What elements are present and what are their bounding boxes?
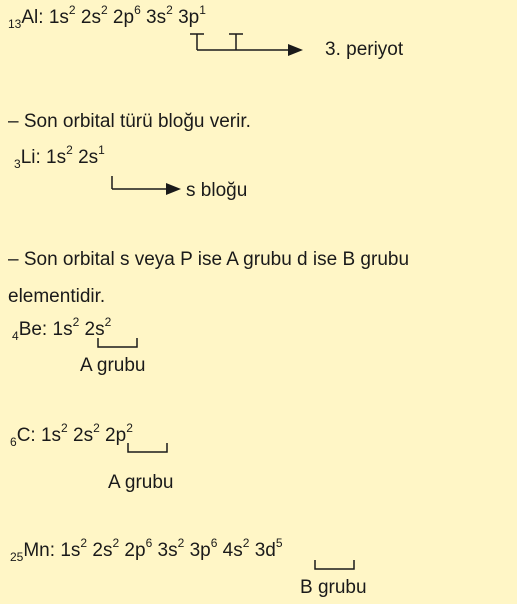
config-li [14,142,105,171]
atomic-number: 3 [14,156,21,171]
orbital: $1s^2$ [47,314,80,340]
orbital: $2s^2$ [87,535,120,561]
orbital: $3d^5$ [249,535,283,561]
orbital: $3p^1$ [172,2,206,28]
atomic-number: 6 [10,434,17,449]
orbital: $2p^6$ [107,2,141,28]
label-a-grubu-be: A grubu [80,355,146,376]
atomic-number: 4 [12,328,19,343]
config-be [12,314,112,343]
c-bracket [128,443,167,452]
orbital: $1s^2$ [40,142,73,168]
orbital: $3s^2$ [140,2,173,28]
orbital: $1s^2$ [55,535,88,561]
orbital: $2s^2$ [67,420,100,446]
rule-block-text: – Son orbital türü bloğu verir. [8,111,251,132]
atomic-number: 25 [10,549,24,564]
element-symbol: Li: [20,147,41,168]
element-symbol: Al: [21,7,44,28]
rule-group-line2: elementidir. [8,286,106,307]
config-c [10,420,133,449]
s-block-arrow [112,176,168,189]
orbital: $1s^2$ [35,420,68,446]
orbital: $1s^2$ [43,2,76,28]
mn-bracket [315,560,354,569]
orbital: $3p^6$ [184,535,218,561]
element-symbol: Be: [18,319,48,340]
orbital: $2p^2$ [99,420,133,446]
arrowhead-icon [166,183,181,195]
orbital: $2s^2$ [79,314,112,340]
orbital: $2p^6$ [119,535,153,561]
label-s-blogu: s bloğu [186,180,248,201]
orbital: $2s^1$ [72,142,105,168]
label-a-grubu-c: A grubu [108,472,174,493]
orbital: $2s^2$ [75,2,108,28]
atomic-number: 13 [8,16,22,31]
orbital: $4s^2$ [217,535,250,561]
label-periyot: 3. periyot [325,39,404,60]
periyot-arrow [190,34,290,50]
rule-group-line1: – Son orbital s veya P ise A grubu d ise B grubu [8,249,410,270]
element-symbol: Mn: [23,540,56,561]
element-symbol: C: [16,425,36,446]
arrowhead-icon [288,44,303,56]
orbital: $3s^2$ [152,535,185,561]
config-al [8,2,206,31]
label-b-grubu: B grubu [300,577,367,598]
config-mn [10,535,283,564]
